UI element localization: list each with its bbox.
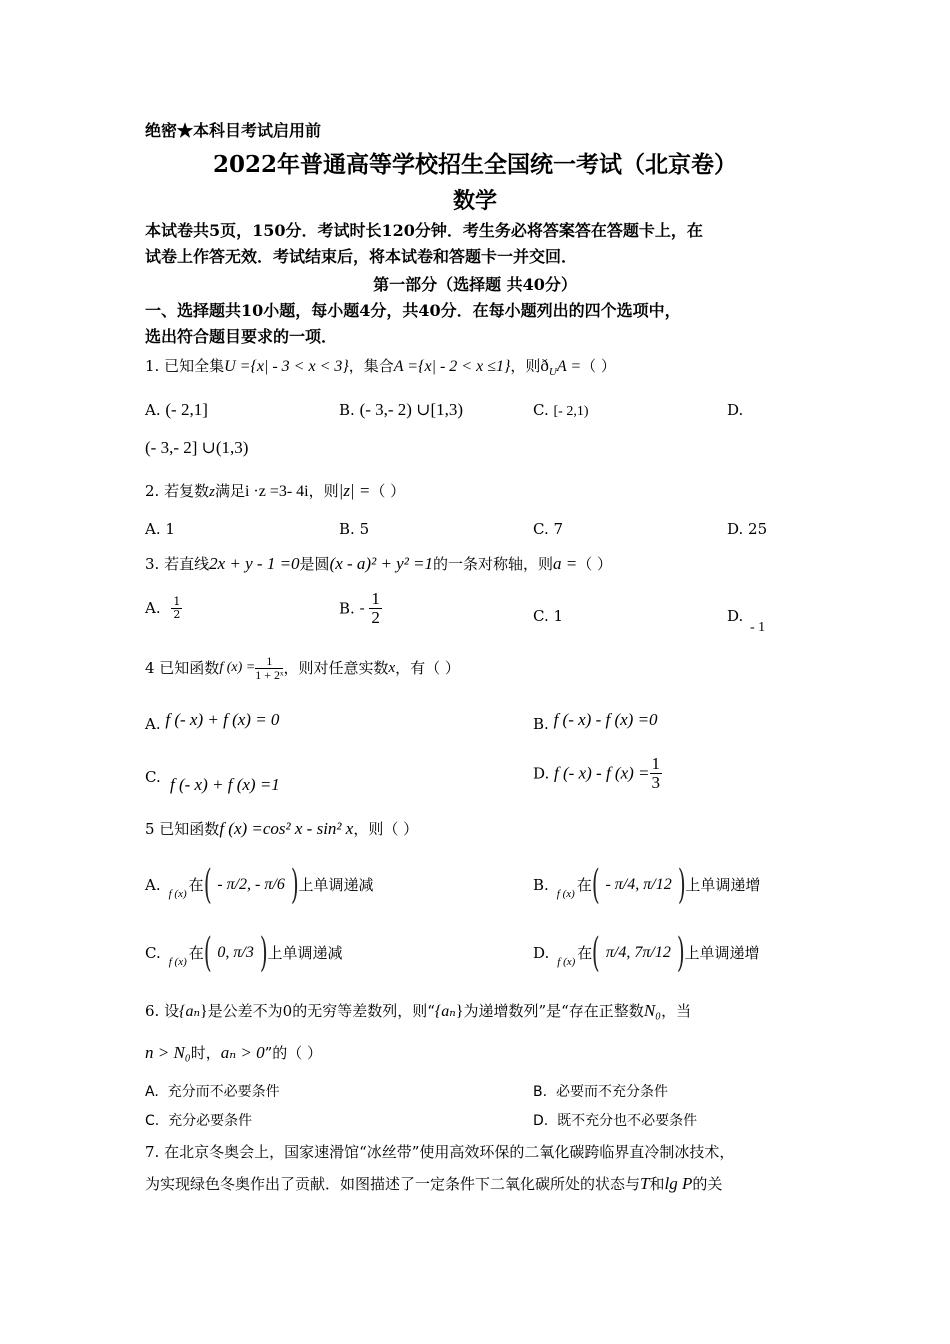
q6-line2-end: ”的（ ）	[264, 1044, 323, 1062]
q5-option-d-lparen: (	[592, 930, 601, 976]
q3-prefix: 3. 若直线	[145, 555, 210, 573]
q7-line2-end: 的关	[692, 1175, 723, 1193]
q1-option-b-text: (- 3,- 2) ∪[1,3)	[359, 400, 464, 419]
q2-option-a-text: 1	[165, 520, 175, 538]
q4-x: x	[388, 660, 396, 677]
q6-option-b[interactable]	[533, 1081, 668, 1101]
q4-option-b-label: B.	[533, 715, 549, 733]
q3-option-d-label[interactable]: D.	[727, 607, 744, 625]
q6-option-d[interactable]	[533, 1110, 697, 1130]
q7-lgP: lg P	[664, 1174, 693, 1193]
q3-option-c[interactable]	[533, 605, 563, 627]
q2-option-b-label: B.	[339, 520, 355, 538]
q2-z: z	[209, 484, 215, 500]
q5-option-c-hi: π/3	[233, 944, 254, 961]
q2-option-a-label: A.	[145, 520, 161, 538]
intro-line-2: 试卷上作答无效．考试结束后，将本试卷和答题卡一并交回．	[145, 247, 578, 266]
q5-option-a-lo: - π/2	[217, 876, 248, 893]
q6-mid: 是公差不为0的无穷等差数列，则“	[207, 1002, 435, 1020]
q5-option-b-zai: 在	[576, 876, 592, 894]
q3-option-a-frac	[171, 596, 182, 620]
q5-option-a-fx: f (x)	[168, 888, 187, 900]
q1-option-b-label: B.	[339, 401, 355, 419]
q4-option-d-den: 3	[651, 772, 661, 792]
q6-option-c-label: C.	[145, 1113, 160, 1129]
q5-option-d-zai: 在	[577, 944, 593, 962]
q6-option-c[interactable]	[145, 1110, 252, 1130]
q6-option-b-label: B.	[533, 1084, 548, 1100]
q3-option-a[interactable]	[145, 596, 182, 620]
q5-option-c-suffix: 上单调递减	[267, 944, 343, 962]
q2-paren: （ ）	[370, 482, 406, 500]
question-3-stem	[145, 553, 612, 575]
q5-option-d-rparen: )	[676, 930, 685, 976]
q5-option-b-rparen: )	[677, 862, 686, 908]
question-6-line-2	[145, 1042, 322, 1064]
q1-prefix: 1. 已知全集	[145, 357, 225, 375]
q5-option-d-hi: 7π/12	[634, 944, 671, 961]
q3-a-eq: a =	[553, 554, 578, 573]
q5-option-b-label: B.	[533, 876, 549, 894]
q6-mid2: 为递增数列”是“存在正整数	[463, 1002, 644, 1020]
q1-set-u: U ={x| - 3 < x < 3}	[224, 358, 349, 375]
q2-option-c-label: C.	[533, 520, 549, 538]
q2-option-c-text: 7	[553, 520, 564, 538]
q1-option-d-text[interactable]: (- 3,- 2] ∪(1,3)	[145, 438, 249, 457]
q5-option-b[interactable]	[533, 858, 760, 912]
q5-option-c-zai: 在	[188, 944, 204, 962]
q3-mid2: 的一条对称轴，则	[433, 555, 554, 573]
q4-prefix: 4 已知函数	[145, 659, 220, 678]
q2-option-d[interactable]	[727, 518, 767, 540]
q3-option-a-den: 2	[173, 607, 181, 621]
question-1-stem	[145, 355, 616, 383]
question-6-line-1: 6. 设{aₙ}是公差不为0的无穷等差数列，则“{aₙ}为递增数列”是“存在正整数N₀，当	[145, 1001, 692, 1020]
q2-abs-z: |z| =	[338, 481, 371, 500]
q5-option-a-suffix: 上单调递减	[298, 876, 374, 894]
q4-option-d[interactable]	[533, 755, 662, 792]
q3-option-b-label: B.	[339, 599, 355, 618]
q4-num: 1	[255, 655, 283, 669]
q5-option-c-fx: f (x)	[168, 956, 187, 968]
q6-n0: N₀	[643, 1001, 662, 1020]
q6-an: aₙ	[185, 1003, 200, 1020]
q5-option-d-lo: π/4	[605, 944, 627, 961]
q3-paren: （ ）	[577, 555, 613, 573]
q7-T: T	[640, 1174, 650, 1193]
question-7-line-1: 7. 在北京冬奥会上，国家速滑馆“冰丝带”使用高效环保的二氧化碳跨临界直冷制冰技术，	[145, 1143, 735, 1161]
q7-he: 和	[649, 1175, 665, 1193]
q5-mid: ，则（ ）	[353, 820, 419, 838]
q7-line2-prefix: 为实现绿色冬奥作出了贡献．如图描述了一定条件下二氧化碳所处的状态与	[145, 1175, 641, 1193]
q5-option-d[interactable]	[533, 926, 759, 980]
q5-option-c-label: C.	[145, 944, 161, 962]
q3-option-b-frac	[369, 590, 382, 627]
q3-option-c-label: C.	[533, 607, 549, 625]
q5-option-c-interval: 0, π/3	[217, 944, 254, 961]
q5-option-b-lparen: (	[591, 862, 600, 908]
q1-option-c[interactable]	[533, 399, 589, 423]
q4-den: 1 + 2ˣ	[255, 667, 284, 682]
q6-option-a[interactable]	[145, 1081, 280, 1101]
q5-option-d-interval: π/4, 7π/12	[605, 944, 671, 961]
exam-title: 2022年普通高等学校招生全国统一考试（北京卷）	[212, 151, 737, 178]
q5-option-c-lo: 0	[217, 944, 226, 961]
q6-an-gt-0: aₙ > 0	[220, 1043, 265, 1062]
q5-option-c-lparen: (	[203, 930, 212, 976]
q4-option-c-text[interactable]: f (- x) + f (x) =1	[170, 775, 280, 794]
q6-an-2: aₙ	[441, 1003, 456, 1020]
q5-option-c[interactable]	[145, 926, 342, 980]
q6-option-b-text: 必要而不充分条件	[555, 1084, 668, 1100]
q4-frac	[255, 655, 283, 681]
q1-option-d-label[interactable]: D.	[727, 401, 744, 419]
q2-option-b[interactable]	[339, 518, 369, 540]
secret-label: 绝密★本科目考试启用前	[145, 121, 322, 140]
q1-option-a[interactable]	[145, 399, 208, 421]
q5-option-d-fx: f (x)	[557, 956, 576, 968]
q6-option-a-label: A.	[145, 1084, 159, 1100]
q5-prefix: 5 已知函数	[145, 820, 220, 838]
q6-end: ，当	[661, 1002, 692, 1020]
q5-option-b-hi: π/12	[643, 876, 672, 893]
q4-option-a[interactable]	[145, 710, 280, 735]
q2-mid: 满足	[214, 482, 245, 500]
q3-option-b-sign: -	[359, 600, 365, 617]
q5-option-b-suffix: 上单调递增	[685, 876, 761, 894]
q2-mid2: ，则	[308, 482, 339, 500]
q3-option-c-text: 1	[553, 607, 564, 625]
q5-option-c-rparen: )	[259, 930, 268, 976]
subject-title: 数学	[452, 188, 497, 214]
q4-option-b-text: f (- x) - f (x) =0	[553, 710, 658, 729]
q3-option-b-num: 1	[371, 589, 380, 608]
q1-option-a-label: A.	[145, 401, 161, 419]
q2-option-b-text: 5	[359, 520, 370, 538]
q6-option-a-text: 充分而不必要条件	[167, 1084, 280, 1100]
q4-option-c-label[interactable]: C.	[145, 768, 161, 786]
q5-option-a-hi: - π/6	[255, 876, 285, 893]
q4-mid2: ，有（ ）	[395, 659, 460, 678]
q1-mid2: ，则	[510, 357, 541, 375]
q6-option-d-label: D.	[533, 1113, 549, 1129]
q1-complement: ð	[540, 356, 549, 375]
q6-line2-mid: 时，	[190, 1044, 221, 1062]
q5-fx: f (x) =cos² x - sin² x	[219, 819, 354, 838]
q5-option-d-label: D.	[533, 944, 550, 962]
q2-option-c[interactable]	[533, 518, 563, 540]
q3-option-b-den: 2	[371, 607, 380, 627]
q6-prefix: 6. 设	[145, 1002, 180, 1020]
part1-instr-line-1: 一、选择题共10小题，每小题4分，共40分．在每小题列出的四个选项中，	[145, 301, 681, 320]
q6-option-c-text: 充分必要条件	[168, 1113, 253, 1129]
q4-option-d-text: f (- x) - f (x) =	[554, 763, 650, 783]
q3-option-a-label: A.	[145, 599, 161, 618]
question-4-stem	[145, 655, 460, 681]
q1-option-c-label: C.	[533, 401, 549, 419]
q3-option-a-num: 1	[173, 595, 181, 608]
q3-mid: 是圆	[299, 555, 330, 573]
q3-option-d-text[interactable]: - 1	[750, 620, 766, 635]
q2-option-a[interactable]	[145, 518, 175, 540]
q5-option-a-rparen: )	[290, 862, 299, 908]
part1-title: 第一部分（选择题 共40分）	[373, 275, 577, 294]
q4-fx: f (x) =	[219, 660, 256, 676]
q1-option-c-text: [- 2,1)	[553, 404, 589, 419]
q1-mid: ，集合	[348, 357, 394, 375]
q6-option-d-text: 既不充分也不必要条件	[557, 1113, 698, 1129]
q1-a-eq: A =	[556, 358, 582, 375]
q5-option-a-zai: 在	[188, 876, 204, 894]
q5-option-b-lo: - π/4	[605, 876, 636, 893]
q5-option-a-lparen: (	[203, 862, 212, 908]
q1-paren: （ ）	[581, 357, 616, 375]
q5-option-b-interval: - π/4, π/12	[605, 876, 672, 893]
q4-mid: ，则对任意实数	[283, 659, 389, 678]
q4-option-d-label: D.	[533, 764, 550, 783]
q3-option-b[interactable]	[339, 590, 382, 627]
q5-option-d-suffix: 上单调递增	[684, 944, 760, 962]
q5-option-a-label: A.	[145, 876, 161, 894]
part1-instr-line-2: 选出符合题目要求的一项．	[145, 327, 338, 346]
q3-circle-eq: (x - a)² + y² =1	[329, 554, 434, 573]
q3-line-eq: 2x + y - 1 =0	[209, 554, 300, 573]
question-7-line-2	[145, 1173, 722, 1195]
q4-option-d-num: 1	[651, 754, 661, 773]
q2-option-d-label: D.	[727, 520, 744, 538]
q1-option-a-text: (- 2,1]	[165, 400, 208, 419]
q5-option-a[interactable]	[145, 858, 373, 912]
intro-line-1: 本试卷共5页，150分．考试时长120分钟．考生务必将答案答在答题卡上，在	[145, 221, 703, 240]
q1-set-a: A ={x| - 2 < x ≤1}	[393, 358, 511, 375]
q2-option-d-text: 25	[748, 520, 768, 538]
question-2-stem	[145, 480, 405, 503]
q1-option-b[interactable]	[339, 399, 463, 421]
q2-equation: i ·z =3- 4i	[244, 483, 309, 500]
q4-option-b[interactable]	[533, 710, 658, 735]
q6-n-gt-n0: n > N₀	[145, 1043, 191, 1062]
question-5-stem	[145, 818, 418, 840]
q2-prefix: 2. 若复数	[145, 482, 210, 500]
q4-option-d-frac	[650, 755, 663, 792]
q4-option-a-text: f (- x) + f (x) = 0	[165, 710, 280, 729]
q5-option-a-interval: - π/2, - π/6	[217, 876, 285, 893]
q1-complement-sub: U	[548, 366, 557, 378]
q5-option-b-fx: f (x)	[556, 888, 575, 900]
q4-option-a-label: A.	[145, 715, 161, 733]
